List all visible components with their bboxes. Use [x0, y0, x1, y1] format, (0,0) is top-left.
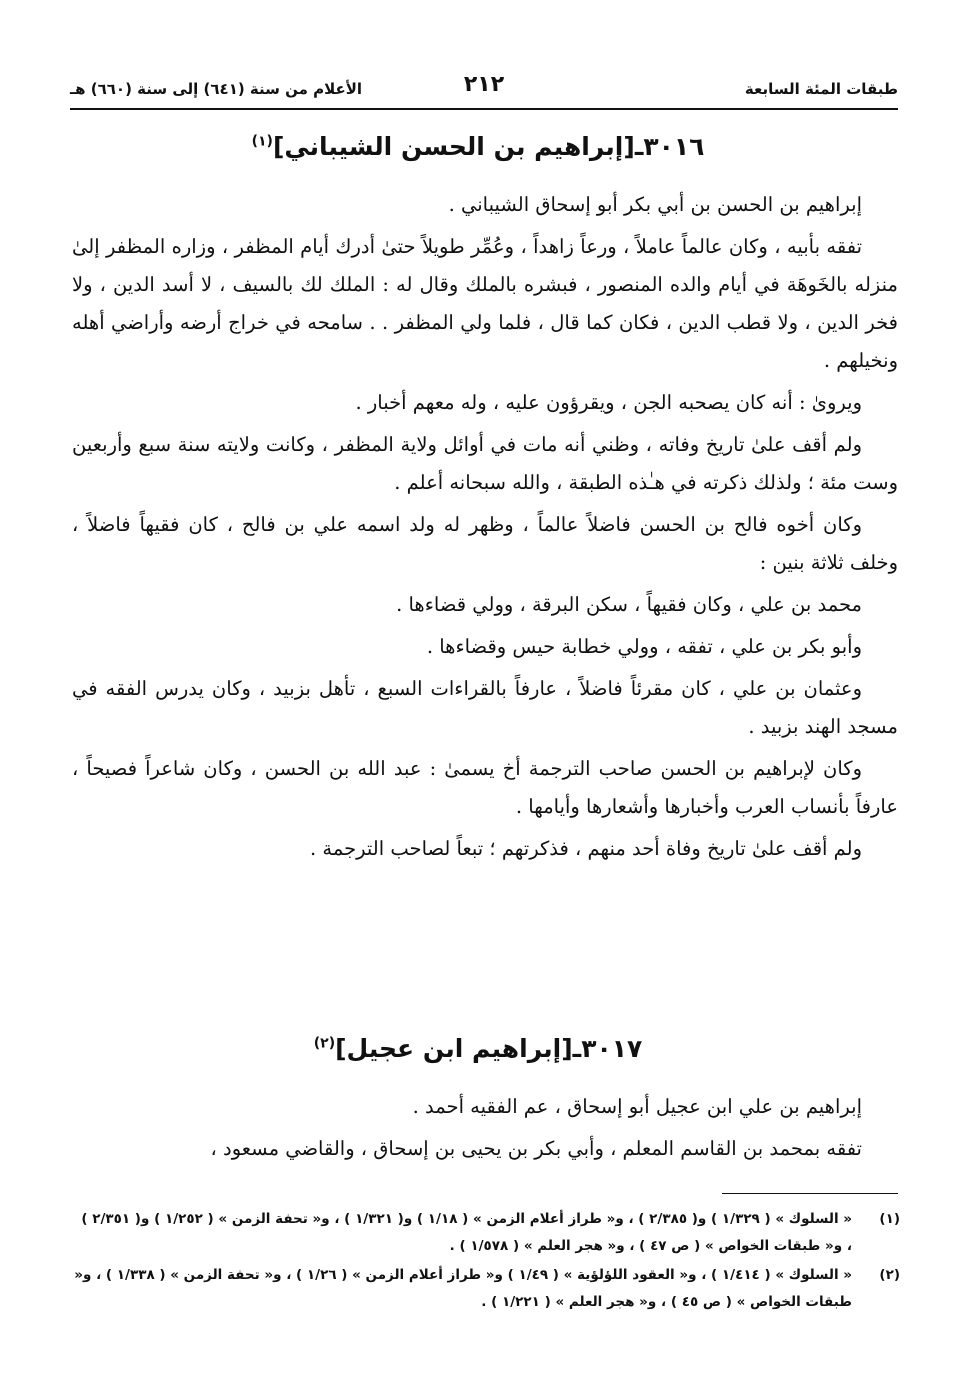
running-head-section-title: طبقات المئة السابعة [744, 80, 898, 98]
entry-title: [إبراهيم بن الحسن الشيباني] [272, 132, 635, 161]
entry-heading-3016: ٣٠١٦ـ[إبراهيم بن الحسن الشيباني]$^{(١)}$ [251, 132, 705, 161]
entry-body-3016 [72, 186, 898, 872]
paragraph: تفقه بأبيه ، وكان عالماً عاملاً ، ورعاً زاهداً ، وعُمِّر طويلاً حتىٰ أدرك أيام المظفر ، وزاره المظفر إلىٰ منزله بالخَوهَة في أيام والده المنصور ، فبشره بالملك وقال له : الملك لك بالسيف ، لا أسد الدين ، ولا فخر الدين ، ولا قطب الدين ، فكان كما قال ، فلما ولي المظفر . . سامحه في خراج أرضه وأراضي أهله ونخيلهم . [72, 235, 898, 372]
paragraph: وكان أخوه فالح بن الحسن فاضلاً عالماً ، وظهر له ولد اسمه علي بن فالح ، كان فقيهاً فاضلاً ، وخلف ثلاثة بنين : [72, 513, 898, 574]
paragraph: وعثمان بن علي ، كان مقرئاً فاضلاً ، عارفاً بالقراءات السبع ، تأهل بزبيد ، وكان يدرس الفقه في مسجد الهند بزبيد . [72, 677, 898, 738]
footnote-number: (١) [879, 1211, 900, 1227]
page-number: ٢١٢ [463, 72, 505, 97]
footnote-text: « السلوك » ( ١/٣٢٩ ) و( ٢/٣٨٥ ) ، و« طراز أعلام الزمن » ( ١/١٨ ) و( ١/٣٢١ ) ، و« تحفة الزمن » ( ١/٢٥٢ ) و( ٢/٣٥١ ) ، و« طبقات الخواص » ( ص ٤٧ ) ، و« هجر العلم » ( ١/٥٧٨ ) . [81, 1211, 852, 1254]
footnote-ref: (٢) [313, 1035, 336, 1052]
paragraph: ولم أقف علىٰ تاريخ وفاته ، وظني أنه مات في أوائل ولاية المظفر ، وكانت ولايته سنة سبع وأربعين وست مئة ؛ ولذلك ذكرته في هـٰذه الطبقة ، والله سبحانه أعلم . [72, 433, 898, 494]
paragraph: إبراهيم بن الحسن بن أبي بكر أبو إسحاق الشيباني . [448, 193, 862, 216]
paragraph: ويروىٰ : أنه كان يصحبه الجن ، ويقرؤون عليه ، وله معهم أخبار . [355, 391, 862, 414]
paragraph: محمد بن علي ، وكان فقيهاً ، سكن البرقة ، وولي قضاءها . [396, 593, 862, 616]
paragraph: إبراهيم بن علي ابن عجيل أبو إسحاق ، عم الفقيه أحمد . [412, 1095, 862, 1118]
paragraph: تفقه بمحمد بن القاسم المعلم ، وأبي بكر بن يحيى بن إسحاق ، والقاضي مسعود ، [210, 1137, 862, 1160]
entry-number: ٣٠١٧ [581, 1034, 643, 1063]
running-head-year-range: الأعلام من سنة (٦٤١) إلى سنة (٦٦٠) هـ [70, 80, 363, 98]
entry-title: [إبراهيم ابن عجيل] [335, 1034, 573, 1063]
header-rule [70, 108, 898, 110]
footnote-number: (٢) [879, 1267, 900, 1283]
paragraph: وأبو بكر بن علي ، تفقه ، وولي خطابة حيس وقضاءها . [426, 635, 862, 658]
entry-number: ٣٠١٦ [643, 132, 705, 161]
footnotes [72, 1206, 900, 1318]
paragraph: وكان لإبراهيم بن الحسن صاحب الترجمة أخ يسمىٰ : عبد الله بن الحسن ، وكان شاعراً فصيحاً ، عارفاً بأنساب العرب وأخبارها وأشعارها وأيامها . [72, 757, 898, 818]
footnote-2 [72, 1262, 900, 1316]
footnote-rule [722, 1193, 898, 1194]
entry-heading-3017: ٣٠١٧ـ[إبراهيم ابن عجيل]$^{(٢)}$ [313, 1034, 643, 1063]
paragraph: ولم أقف علىٰ تاريخ وفاة أحد منهم ، فذكرتهم ؛ تبعاً لصاحب الترجمة . [309, 837, 862, 860]
running-head [70, 72, 898, 102]
footnote-1 [72, 1206, 900, 1260]
entry-body-3017 [72, 1088, 898, 1172]
footnote-ref: (١) [251, 133, 273, 150]
footnote-text: « السلوك » ( ١/٤١٤ ) ، و« العقود اللؤلؤية » ( ١/٤٩ ) و« طراز أعلام الزمن » ( ١/٢٦ ) ، و« تحفة الزمن » ( ١/٣٣٨ ) ، و« طبقات الخواص » ( ص ٤٥ ) ، و« هجر العلم » ( ١/٢٢١ ) . [74, 1267, 852, 1310]
